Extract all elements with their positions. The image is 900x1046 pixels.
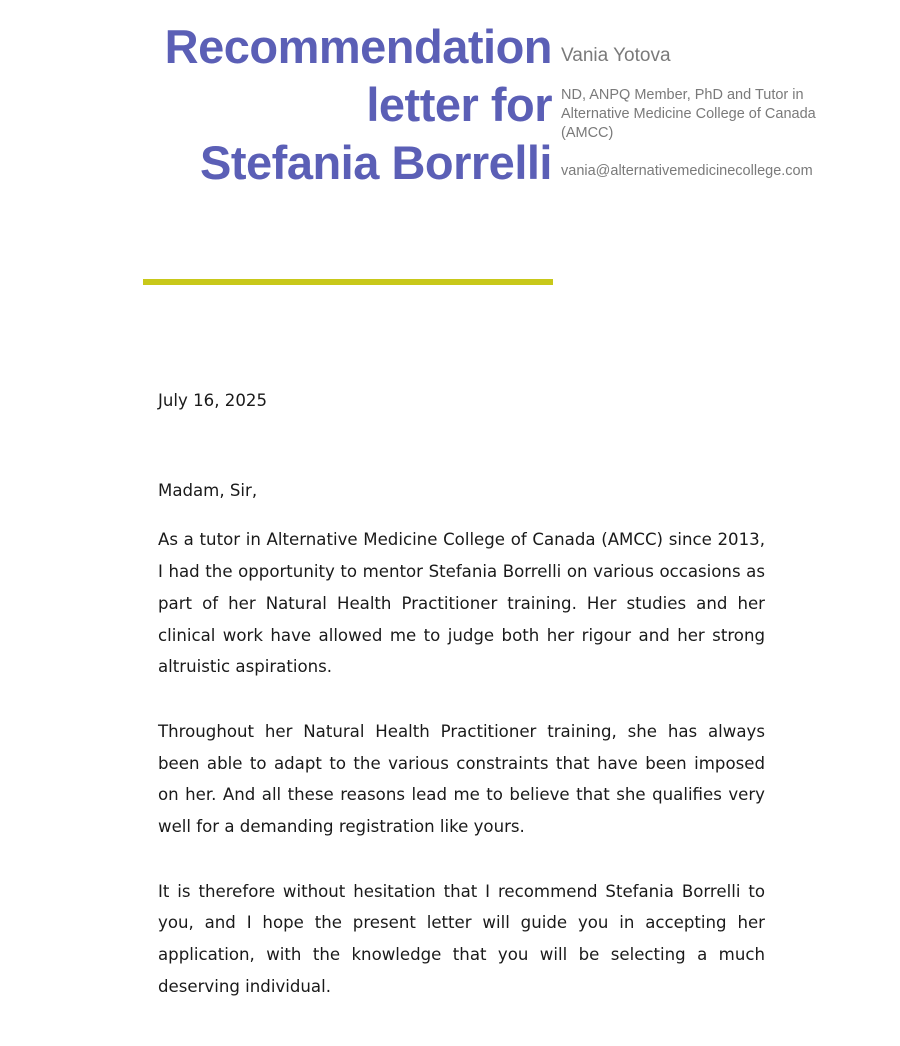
letter-body	[158, 385, 765, 1036]
title-line-1: Recommendation	[164, 20, 552, 73]
author-role: ND, ANPQ Member, PhD and Tutor in Alternative Medicine College of Canada (AMCC)	[561, 87, 816, 141]
author-email: vania@alternativemedicinecollege.com	[561, 163, 813, 179]
accent-divider	[143, 279, 553, 285]
letter-paragraph: It is therefore without hesitation that I recommend Stefania Borrelli to you, and I hope the present letter will guide you in accepting her application, with the knowledge that you will be selecting a much deserving individual.	[158, 881, 765, 996]
title-line-2: letter for	[366, 78, 552, 131]
letter-paragraph: Throughout her Natural Health Practitioner training, she has always been able to adapt to the various constraints that have been imposed on her. And all these reasons lead me to believe that she qualifies very well for a demanding registration like yours.	[158, 721, 765, 837]
author-name: Vania Yotova	[561, 45, 671, 66]
letter-title	[92, 18, 552, 192]
letter-paragraph: As a tutor in Alternative Medicine College of Canada (AMCC) since 2013, I had the opportunity to mentor Stefania Borrelli on various occasions as part of her Natural Health Practitioner training. Her studies and her clinical work have allowed me to judge both her rigour and her strong altruistic aspirations.	[158, 530, 765, 677]
author-block	[561, 44, 861, 181]
letter-date: July 16, 2025	[158, 391, 268, 410]
title-line-3: Stefania Borrelli	[200, 136, 552, 189]
letter-salutation: Madam, Sir,	[158, 480, 258, 500]
